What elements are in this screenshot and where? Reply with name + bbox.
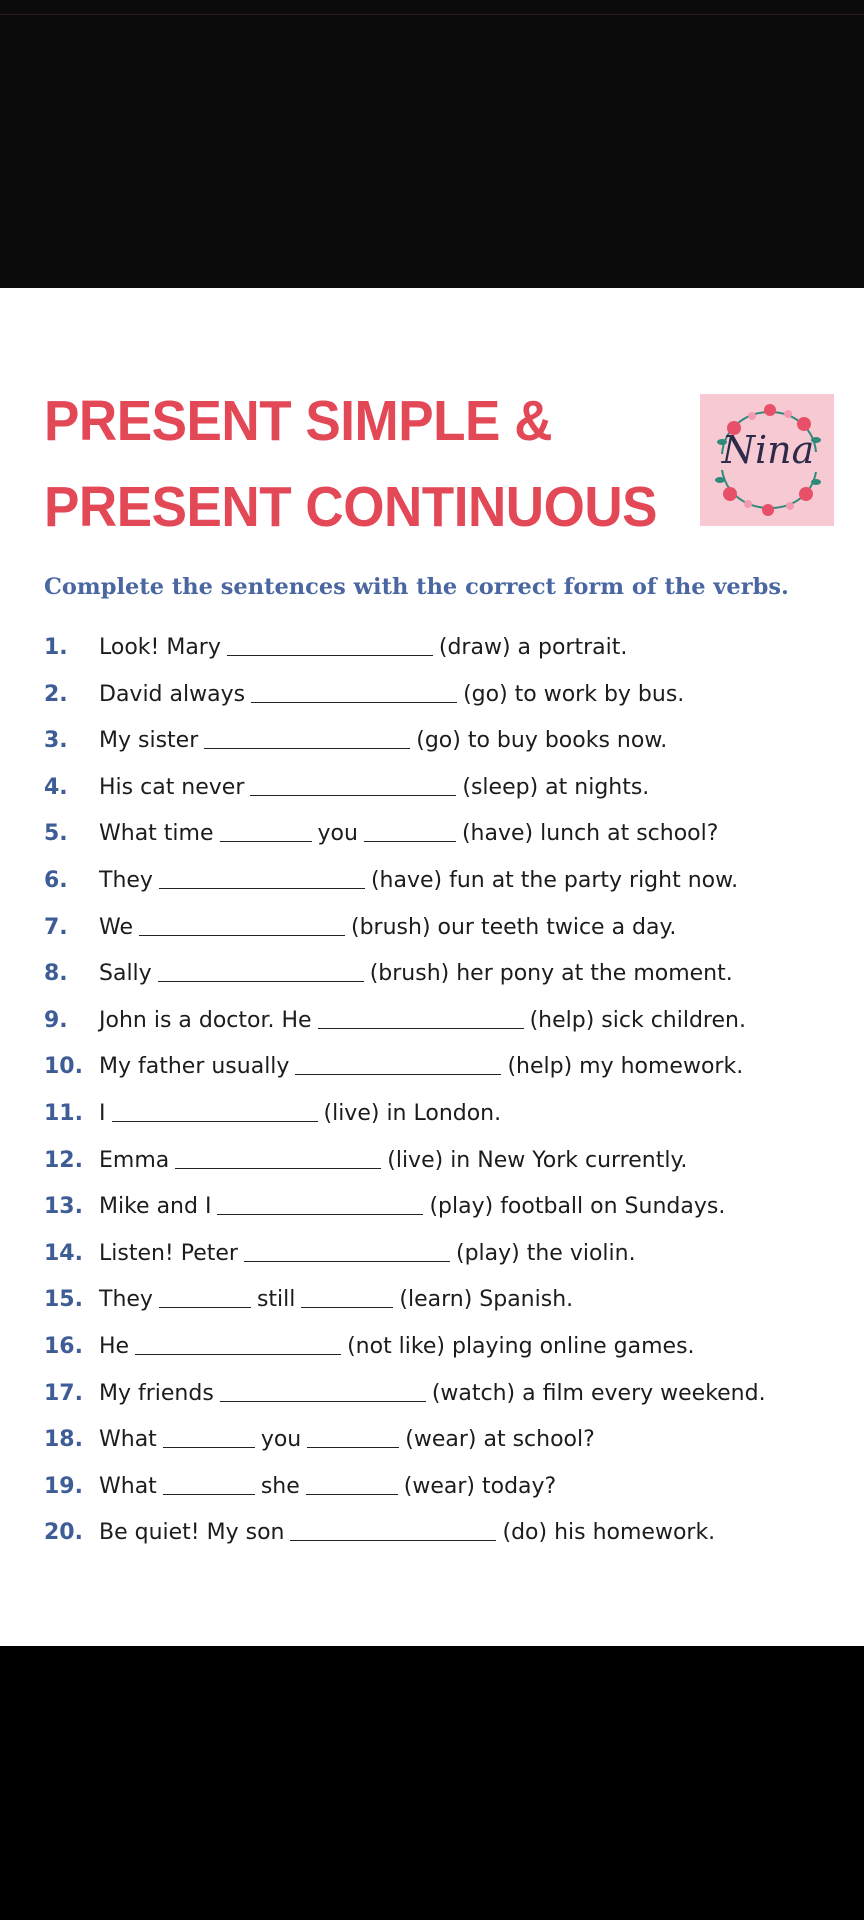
item-number: 8. — [44, 961, 68, 987]
item-number: 2. — [44, 681, 68, 707]
item-text: They — [99, 868, 153, 893]
bottom-bar — [0, 1646, 864, 1920]
exercise-item — [44, 864, 844, 900]
item-text: she — [260, 1473, 300, 1499]
exercise-item — [44, 771, 844, 807]
item-number: 11. — [44, 1101, 83, 1126]
item-text: Listen! Peter — [99, 1240, 238, 1266]
item-text: (watch) a film every weekend. — [431, 1380, 766, 1406]
item-text: We — [99, 914, 133, 940]
item-text: My sister — [99, 728, 199, 754]
logo-text: Nina — [721, 428, 815, 472]
exercise-item — [44, 1516, 844, 1552]
answer-blank[interactable] — [244, 1239, 450, 1262]
answer-blank[interactable] — [163, 1472, 255, 1495]
item-number: 5. — [44, 821, 68, 847]
answer-blank[interactable] — [159, 866, 365, 889]
item-text: I — [99, 1101, 106, 1126]
item-text: (learn) Spanish. — [399, 1287, 574, 1313]
item-text: John is a doctor. He — [99, 1007, 312, 1033]
item-text: (play) football on Sundays. — [429, 1194, 726, 1220]
exercise-item — [44, 1004, 844, 1040]
item-text: (have) lunch at school? — [461, 821, 719, 847]
title-line-2: PRESENT CONTINUOUS — [44, 475, 658, 539]
item-text: David always — [99, 681, 246, 707]
item-text: still — [256, 1287, 296, 1313]
answer-blank[interactable] — [220, 1379, 426, 1402]
answer-blank[interactable] — [204, 726, 410, 749]
item-text: (draw) a portrait. — [438, 635, 628, 660]
answer-blank[interactable] — [139, 913, 345, 936]
exercise-item — [44, 678, 844, 714]
item-text: His cat never — [99, 774, 245, 800]
item-number: 1. — [44, 635, 68, 660]
answer-blank[interactable] — [112, 1099, 318, 1122]
answer-blank[interactable] — [295, 1052, 501, 1075]
answer-blank[interactable] — [159, 1285, 251, 1308]
exercise-item — [44, 1144, 844, 1180]
answer-blank[interactable] — [217, 1192, 423, 1215]
item-text: you — [260, 1427, 302, 1453]
item-text: (go) to work by bus. — [463, 681, 685, 707]
exercise-item — [44, 1097, 844, 1133]
item-text: Mike and I — [99, 1194, 212, 1220]
item-number: 16. — [44, 1334, 83, 1359]
answer-blank[interactable] — [175, 1146, 381, 1169]
item-number: 3. — [44, 728, 68, 754]
instruction: Complete the sentences with the correct form of the verbs. — [44, 574, 789, 600]
exercise-list — [0, 288, 864, 1646]
worksheet — [0, 288, 864, 1646]
answer-blank[interactable] — [318, 1006, 524, 1029]
top-hairline — [0, 14, 864, 15]
item-text: (brush) our teeth twice a day. — [351, 914, 677, 940]
exercise-item — [44, 631, 844, 667]
item-text: My father usually — [99, 1054, 290, 1080]
exercise-item — [44, 724, 844, 760]
item-text: (do) his homework. — [502, 1520, 716, 1546]
item-text: Be quiet! My son — [99, 1520, 285, 1546]
exercise-item — [44, 1423, 844, 1459]
item-text: (brush) her pony at the moment. — [369, 961, 733, 987]
item-text: (wear) at school? — [405, 1427, 595, 1453]
item-text: They — [99, 1287, 153, 1313]
item-number: 10. — [44, 1054, 83, 1080]
item-number: 14. — [44, 1240, 83, 1266]
item-text: (have) fun at the party right now. — [370, 868, 739, 893]
item-number: 6. — [44, 868, 68, 893]
item-number: 18. — [44, 1427, 83, 1453]
item-text: He — [99, 1334, 130, 1359]
item-text: (live) in New York currently. — [387, 1147, 688, 1173]
answer-blank[interactable] — [364, 819, 456, 842]
exercise-item — [44, 1050, 844, 1086]
exercise-item — [44, 911, 844, 947]
item-text: Emma — [99, 1147, 170, 1173]
item-text: (wear) today? — [403, 1473, 557, 1499]
answer-blank[interactable] — [306, 1472, 398, 1495]
item-number: 20. — [44, 1520, 83, 1546]
answer-blank[interactable] — [251, 680, 457, 703]
exercise-item — [44, 1470, 844, 1506]
answer-blank[interactable] — [158, 959, 364, 982]
item-text: My friends — [99, 1380, 214, 1406]
item-text: What time — [99, 821, 214, 847]
answer-blank[interactable] — [220, 819, 312, 842]
item-text: (not like) playing online games. — [347, 1334, 695, 1359]
answer-blank[interactable] — [301, 1285, 393, 1308]
answer-blank[interactable] — [290, 1518, 496, 1541]
exercise-item — [44, 817, 844, 853]
exercise-item — [44, 1190, 844, 1226]
item-number: 9. — [44, 1007, 68, 1033]
item-text: What — [99, 1427, 157, 1453]
answer-blank[interactable] — [250, 773, 456, 796]
item-text: you — [317, 821, 358, 847]
answer-blank[interactable] — [307, 1425, 399, 1448]
top-bar — [0, 0, 864, 288]
item-text: (live) in London. — [323, 1101, 502, 1126]
item-number: 13. — [44, 1194, 83, 1220]
item-text: (help) sick children. — [529, 1007, 746, 1033]
item-text: (sleep) at nights. — [462, 774, 650, 800]
answer-blank[interactable] — [135, 1332, 341, 1355]
item-number: 12. — [44, 1147, 83, 1173]
exercise-item — [44, 1283, 844, 1319]
item-text: Look! Mary — [99, 635, 221, 660]
item-text: Sally — [99, 961, 152, 987]
exercise-item — [44, 957, 844, 993]
item-number: 7. — [44, 914, 68, 940]
item-text: (play) the violin. — [455, 1240, 636, 1266]
exercise-item — [44, 1377, 844, 1413]
item-text: What — [99, 1473, 157, 1499]
title-line-1: PRESENT SIMPLE & — [44, 389, 553, 453]
item-number: 4. — [44, 774, 68, 800]
answer-blank[interactable] — [163, 1425, 255, 1448]
item-number: 17. — [44, 1380, 83, 1406]
item-number: 19. — [44, 1473, 83, 1499]
item-number: 15. — [44, 1287, 83, 1313]
item-text: (help) my homework. — [507, 1054, 744, 1080]
exercise-item — [44, 1237, 844, 1273]
answer-blank[interactable] — [227, 633, 433, 656]
exercise-item — [44, 1330, 844, 1366]
item-text: (go) to buy books now. — [416, 728, 668, 754]
